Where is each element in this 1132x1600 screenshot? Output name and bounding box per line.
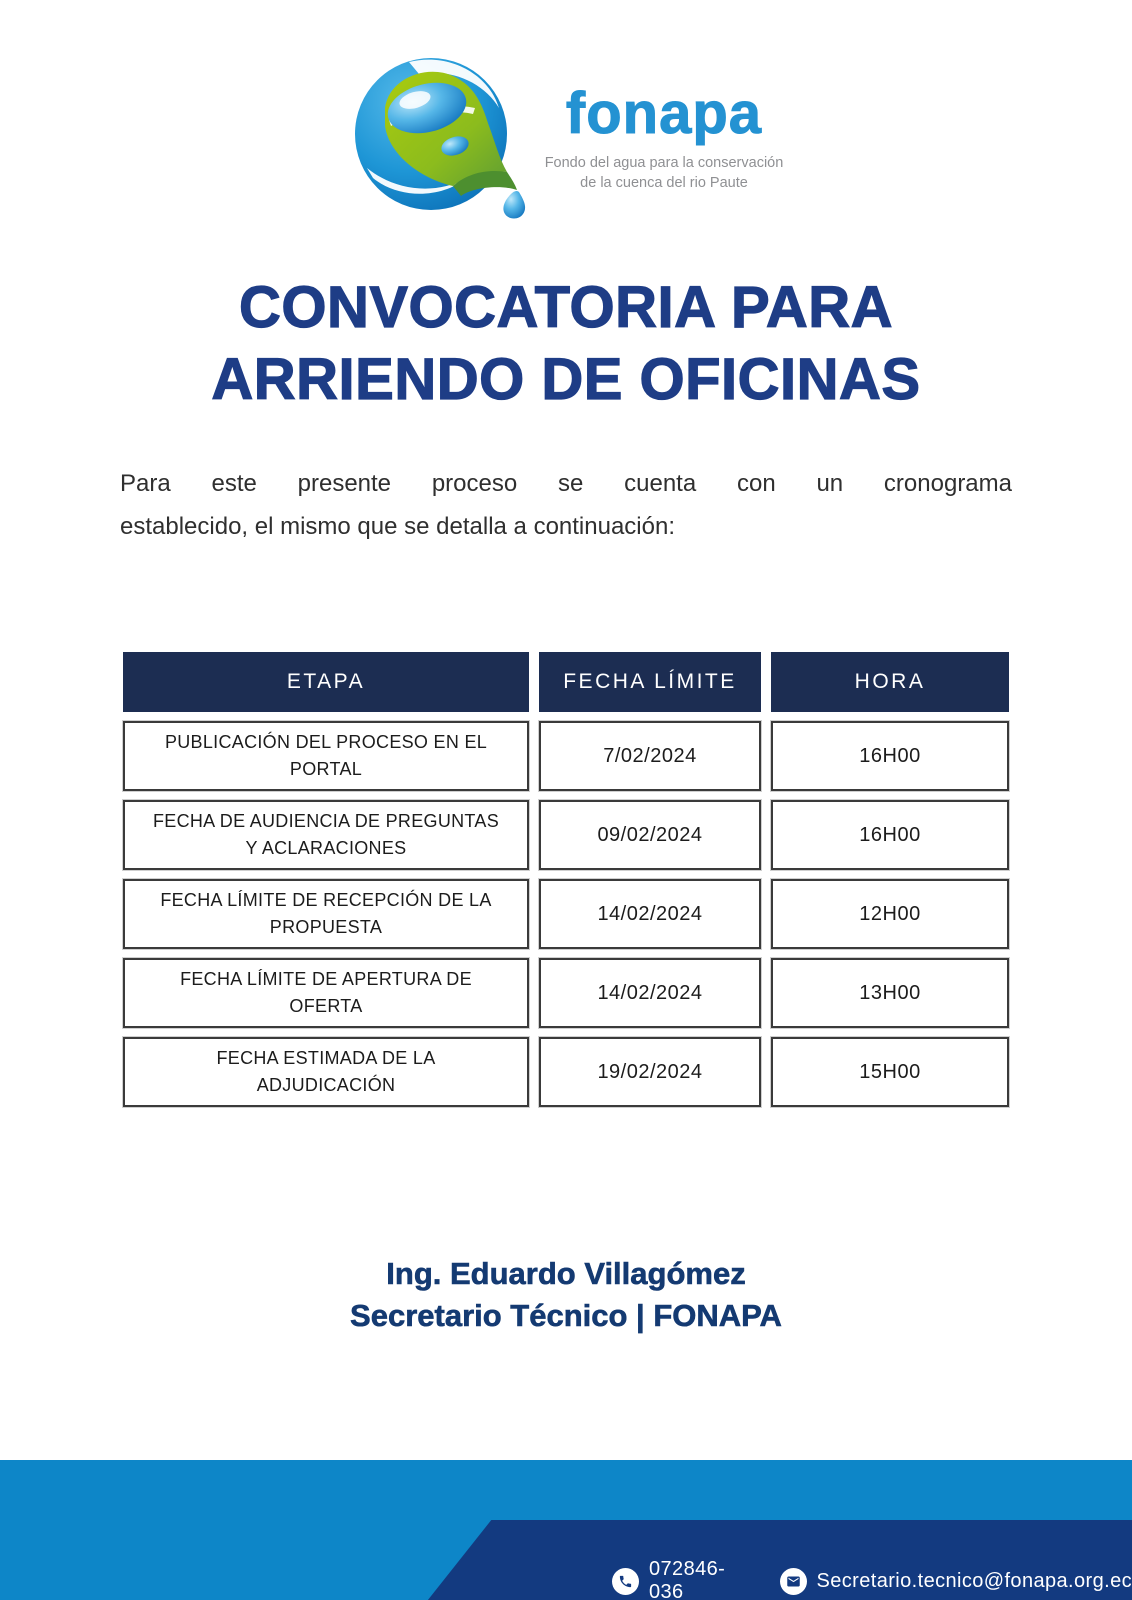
table-cell-text: FECHA LÍMITE DE RECEPCIÓN DE LA PROPUESTA <box>160 890 492 938</box>
table-row-4-hora: 13H00 <box>771 958 1009 1028</box>
email-icon <box>780 1568 807 1595</box>
phone-icon <box>612 1568 639 1595</box>
column-header-etapa: ETAPA <box>123 652 529 712</box>
table-row-5-etapa <box>123 1037 529 1107</box>
signature-block <box>0 1253 1132 1337</box>
table-row-4-etapa <box>123 958 529 1028</box>
brand-tagline-line2: de la cuenca del rio Paute <box>580 175 748 191</box>
table-row-5-hora: 15H00 <box>771 1037 1009 1107</box>
table-row-1-hora: 16H00 <box>771 721 1009 791</box>
column-header-hora: HORA <box>771 652 1009 712</box>
brand-tagline <box>545 153 784 194</box>
table-cell-text: FECHA DE AUDIENCIA DE PREGUNTAS Y ACLARACIONES <box>152 811 500 859</box>
phone-number: 072846-036 <box>649 1558 726 1600</box>
intro-line1: Para este presente proceso se cuenta con un cronograma <box>120 469 1012 497</box>
phone-contact <box>612 1558 728 1600</box>
email-address: Secretario.tecnico@fonapa.org.ec <box>816 1569 1132 1592</box>
table-cell-text: FECHA LÍMITE DE APERTURA DE OFERTA <box>180 969 472 1017</box>
table-row-3-hora: 12H00 <box>771 879 1009 949</box>
signature-role: Secretario Técnico | FONAPA <box>350 1298 782 1334</box>
footer-contacts <box>612 1558 1132 1600</box>
column-header-fecha-limite: FECHA LÍMITE <box>539 652 761 712</box>
intro-line2: establecido, el mismo que se detalla a continuación: <box>120 513 675 540</box>
email-contact <box>780 1568 1132 1595</box>
fonapa-logo-icon <box>349 50 529 228</box>
table-row-2-hora: 16H00 <box>771 800 1009 870</box>
table-cell-text: PUBLICACIÓN DEL PROCESO EN EL PORTAL <box>164 732 488 780</box>
page-title-line1: CONVOCATORIA PARA <box>238 275 894 340</box>
intro-paragraph <box>120 462 1012 548</box>
logo-text <box>544 80 784 194</box>
table-row-5-fecha: 19/02/2024 <box>539 1037 761 1107</box>
page-title <box>0 272 1132 416</box>
signature-name: Ing. Eduardo Villagómez <box>386 1256 746 1292</box>
page-title-line2: ARRIENDO DE OFICINAS <box>211 346 921 412</box>
table-row-3-etapa <box>123 879 529 949</box>
logo <box>0 0 1132 228</box>
table-row-2-etapa <box>123 800 529 870</box>
schedule-table <box>123 652 1009 1107</box>
table-row-1-fecha: 7/02/2024 <box>539 721 761 791</box>
brand-wordmark: fonapa <box>565 80 763 146</box>
table-row-2-fecha: 09/02/2024 <box>539 800 761 870</box>
table-cell-text: FECHA ESTIMADA DE LA ADJUDICACIÓN <box>216 1048 436 1096</box>
table-row-4-fecha: 14/02/2024 <box>539 958 761 1028</box>
table-row-1-etapa <box>123 721 529 791</box>
brand-tagline-line1: Fondo del agua para la conservación <box>544 154 784 171</box>
table-row-3-fecha: 14/02/2024 <box>539 879 761 949</box>
footer <box>0 1460 1132 1600</box>
